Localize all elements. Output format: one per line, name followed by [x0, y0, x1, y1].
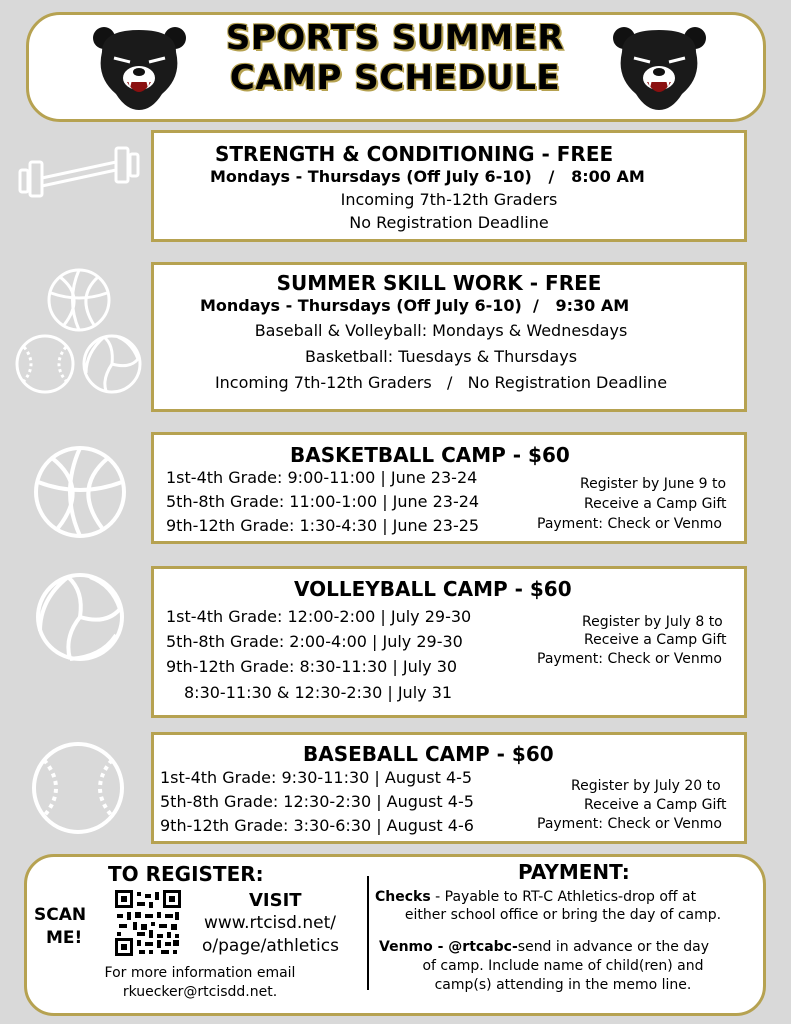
bear-mascot-icon — [92, 22, 187, 112]
dumbbell-icon — [18, 140, 140, 204]
basketball-session-3: 9th-12th Grade: 1:30-4:30 | June 23-25 — [166, 516, 480, 535]
basketball-gift: Receive a Camp Gift — [584, 496, 727, 512]
skill-line-2: Basketball: Tuesdays & Thursdays — [304, 347, 578, 366]
volleyball-register: Register by July 8 to — [582, 614, 723, 630]
footer-divider — [367, 876, 369, 990]
baseball-register: Register by July 20 to — [571, 778, 721, 794]
volleyball-session-1: 1st-4th Grade: 12:00-2:00 | July 29-30 — [166, 607, 472, 626]
qr-code[interactable] — [115, 890, 181, 956]
basketball-payment: Payment: Check or Venmo — [537, 516, 722, 532]
volleyball-payment: Payment: Check or Venmo — [537, 651, 722, 667]
title-line-2: CAMP SCHEDULE — [229, 58, 561, 98]
basketball-heading: BASKETBALL CAMP - $60 — [290, 443, 570, 467]
baseball-payment: Payment: Check or Venmo — [537, 816, 722, 832]
venmo-text-1: send in advance or the day — [517, 939, 710, 955]
volleyball-gift: Receive a Camp Gift — [584, 632, 727, 648]
volleyball-session-3: 9th-12th Grade: 8:30-11:30 | July 30 — [166, 657, 458, 676]
title-line-1: SPORTS SUMMER — [225, 18, 565, 58]
bear-mascot-icon — [612, 22, 707, 112]
venmo-line-1 — [379, 939, 709, 955]
skill-schedule: Mondays - Thursdays (Off July 6-10) / 9:30 AM — [200, 296, 630, 315]
volleyball-icon — [80, 333, 144, 395]
info-line-1: For more information email — [104, 965, 296, 981]
venmo-label: Venmo - @rtcabc- — [379, 939, 518, 955]
volleyball-heading: VOLLEYBALL CAMP - $60 — [294, 577, 572, 601]
baseball-session-3: 9th-12th Grade: 3:30-6:30 | August 4-6 — [160, 816, 474, 835]
volleyball-session-4: 8:30-11:30 & 12:30-2:30 | July 31 — [184, 683, 453, 702]
strength-heading: STRENGTH & CONDITIONING - FREE — [215, 142, 614, 166]
visit-label: VISIT — [249, 890, 302, 911]
baseball-session-1: 1st-4th Grade: 9:30-11:30 | August 4-5 — [160, 768, 473, 787]
skill-line-1: Baseball & Volleyball: Mondays & Wednesdays — [254, 321, 628, 340]
strength-deadline: No Registration Deadline — [349, 213, 549, 232]
baseball-icon — [14, 333, 76, 395]
checks-line-1 — [375, 889, 696, 905]
skill-heading: SUMMER SKILL WORK - FREE — [276, 271, 602, 295]
baseball-icon — [30, 740, 126, 836]
scan-label-1: SCAN — [34, 905, 87, 925]
basketball-session-1: 1st-4th Grade: 9:00-11:00 | June 23-24 — [166, 468, 478, 487]
checks-label: Checks — [375, 889, 431, 905]
baseball-session-2: 5th-8th Grade: 12:30-2:30 | August 4-5 — [160, 792, 474, 811]
scan-label-2: ME! — [46, 928, 83, 948]
basketball-icon — [32, 444, 128, 540]
checks-line-2: either school office or bring the day of camp. — [404, 907, 722, 923]
venmo-line-3: camp(s) attending in the memo line. — [434, 977, 692, 993]
info-email[interactable]: rkuecker@rtcisdd.net. — [122, 984, 278, 1000]
basketball-icon — [46, 267, 112, 333]
strength-grades: Incoming 7th-12th Graders — [340, 190, 558, 209]
payment-heading: PAYMENT: — [518, 860, 630, 884]
strength-schedule: Mondays - Thursdays (Off July 6-10) / 8:00 AM — [210, 167, 645, 186]
baseball-heading: BASEBALL CAMP - $60 — [303, 742, 554, 766]
volleyball-icon — [32, 571, 128, 663]
basketball-register: Register by June 9 to — [580, 476, 727, 492]
checks-text-1: - Payable to RT-C Athletics-drop off at — [430, 889, 697, 905]
volleyball-session-2: 5th-8th Grade: 2:00-4:00 | July 29-30 — [166, 632, 463, 651]
skill-line-3: Incoming 7th-12th Graders / No Registration Deadline — [214, 373, 668, 392]
page-title — [210, 18, 580, 98]
register-heading: TO REGISTER: — [108, 862, 264, 886]
baseball-gift: Receive a Camp Gift — [584, 797, 727, 813]
venmo-line-2: of camp. Include name of child(ren) and — [422, 958, 704, 974]
basketball-session-2: 5th-8th Grade: 11:00-1:00 | June 23-24 — [166, 492, 480, 511]
register-url-line-1[interactable]: www.rtcisd.net/ — [204, 913, 336, 933]
register-url-line-2[interactable]: o/page/athletics — [202, 936, 339, 956]
